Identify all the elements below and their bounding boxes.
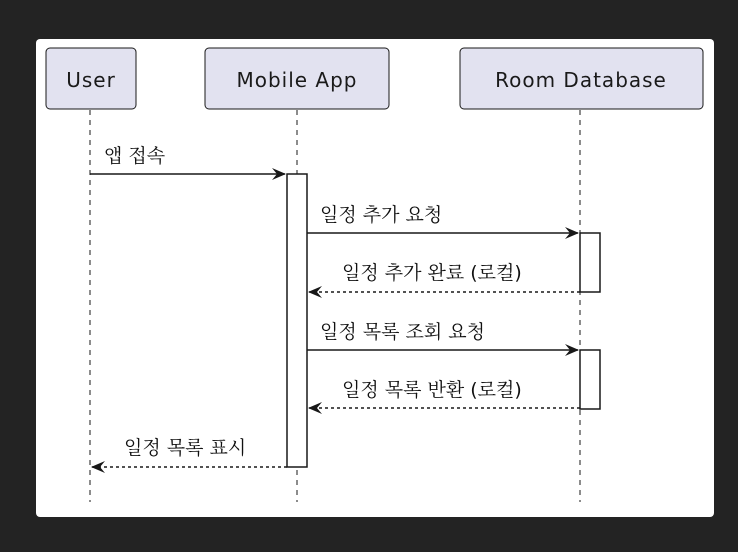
message-label-list-display: 일정 목록 표시 <box>124 437 247 459</box>
message-label-add-request: 일정 추가 요청 <box>320 204 443 226</box>
activation-mobile-app <box>287 174 307 467</box>
message-label-add-complete: 일정 추가 완료 (로컬) <box>342 262 522 284</box>
participant-room-database <box>460 48 703 109</box>
participant-user <box>46 48 136 109</box>
activation-room-database-1 <box>580 233 600 292</box>
activation-room-database-2 <box>580 350 600 409</box>
message-label-app-access: 앱 접속 <box>104 145 166 167</box>
message-label-list-return: 일정 목록 반환 (로컬) <box>342 379 522 401</box>
participant-mobile-app <box>205 48 389 109</box>
participant-user-label: User <box>66 68 116 92</box>
participant-mobile-app-label: Mobile App <box>236 68 358 92</box>
participant-room-database-label: Room Database <box>495 68 667 92</box>
message-label-list-request: 일정 목록 조회 요청 <box>320 321 485 343</box>
